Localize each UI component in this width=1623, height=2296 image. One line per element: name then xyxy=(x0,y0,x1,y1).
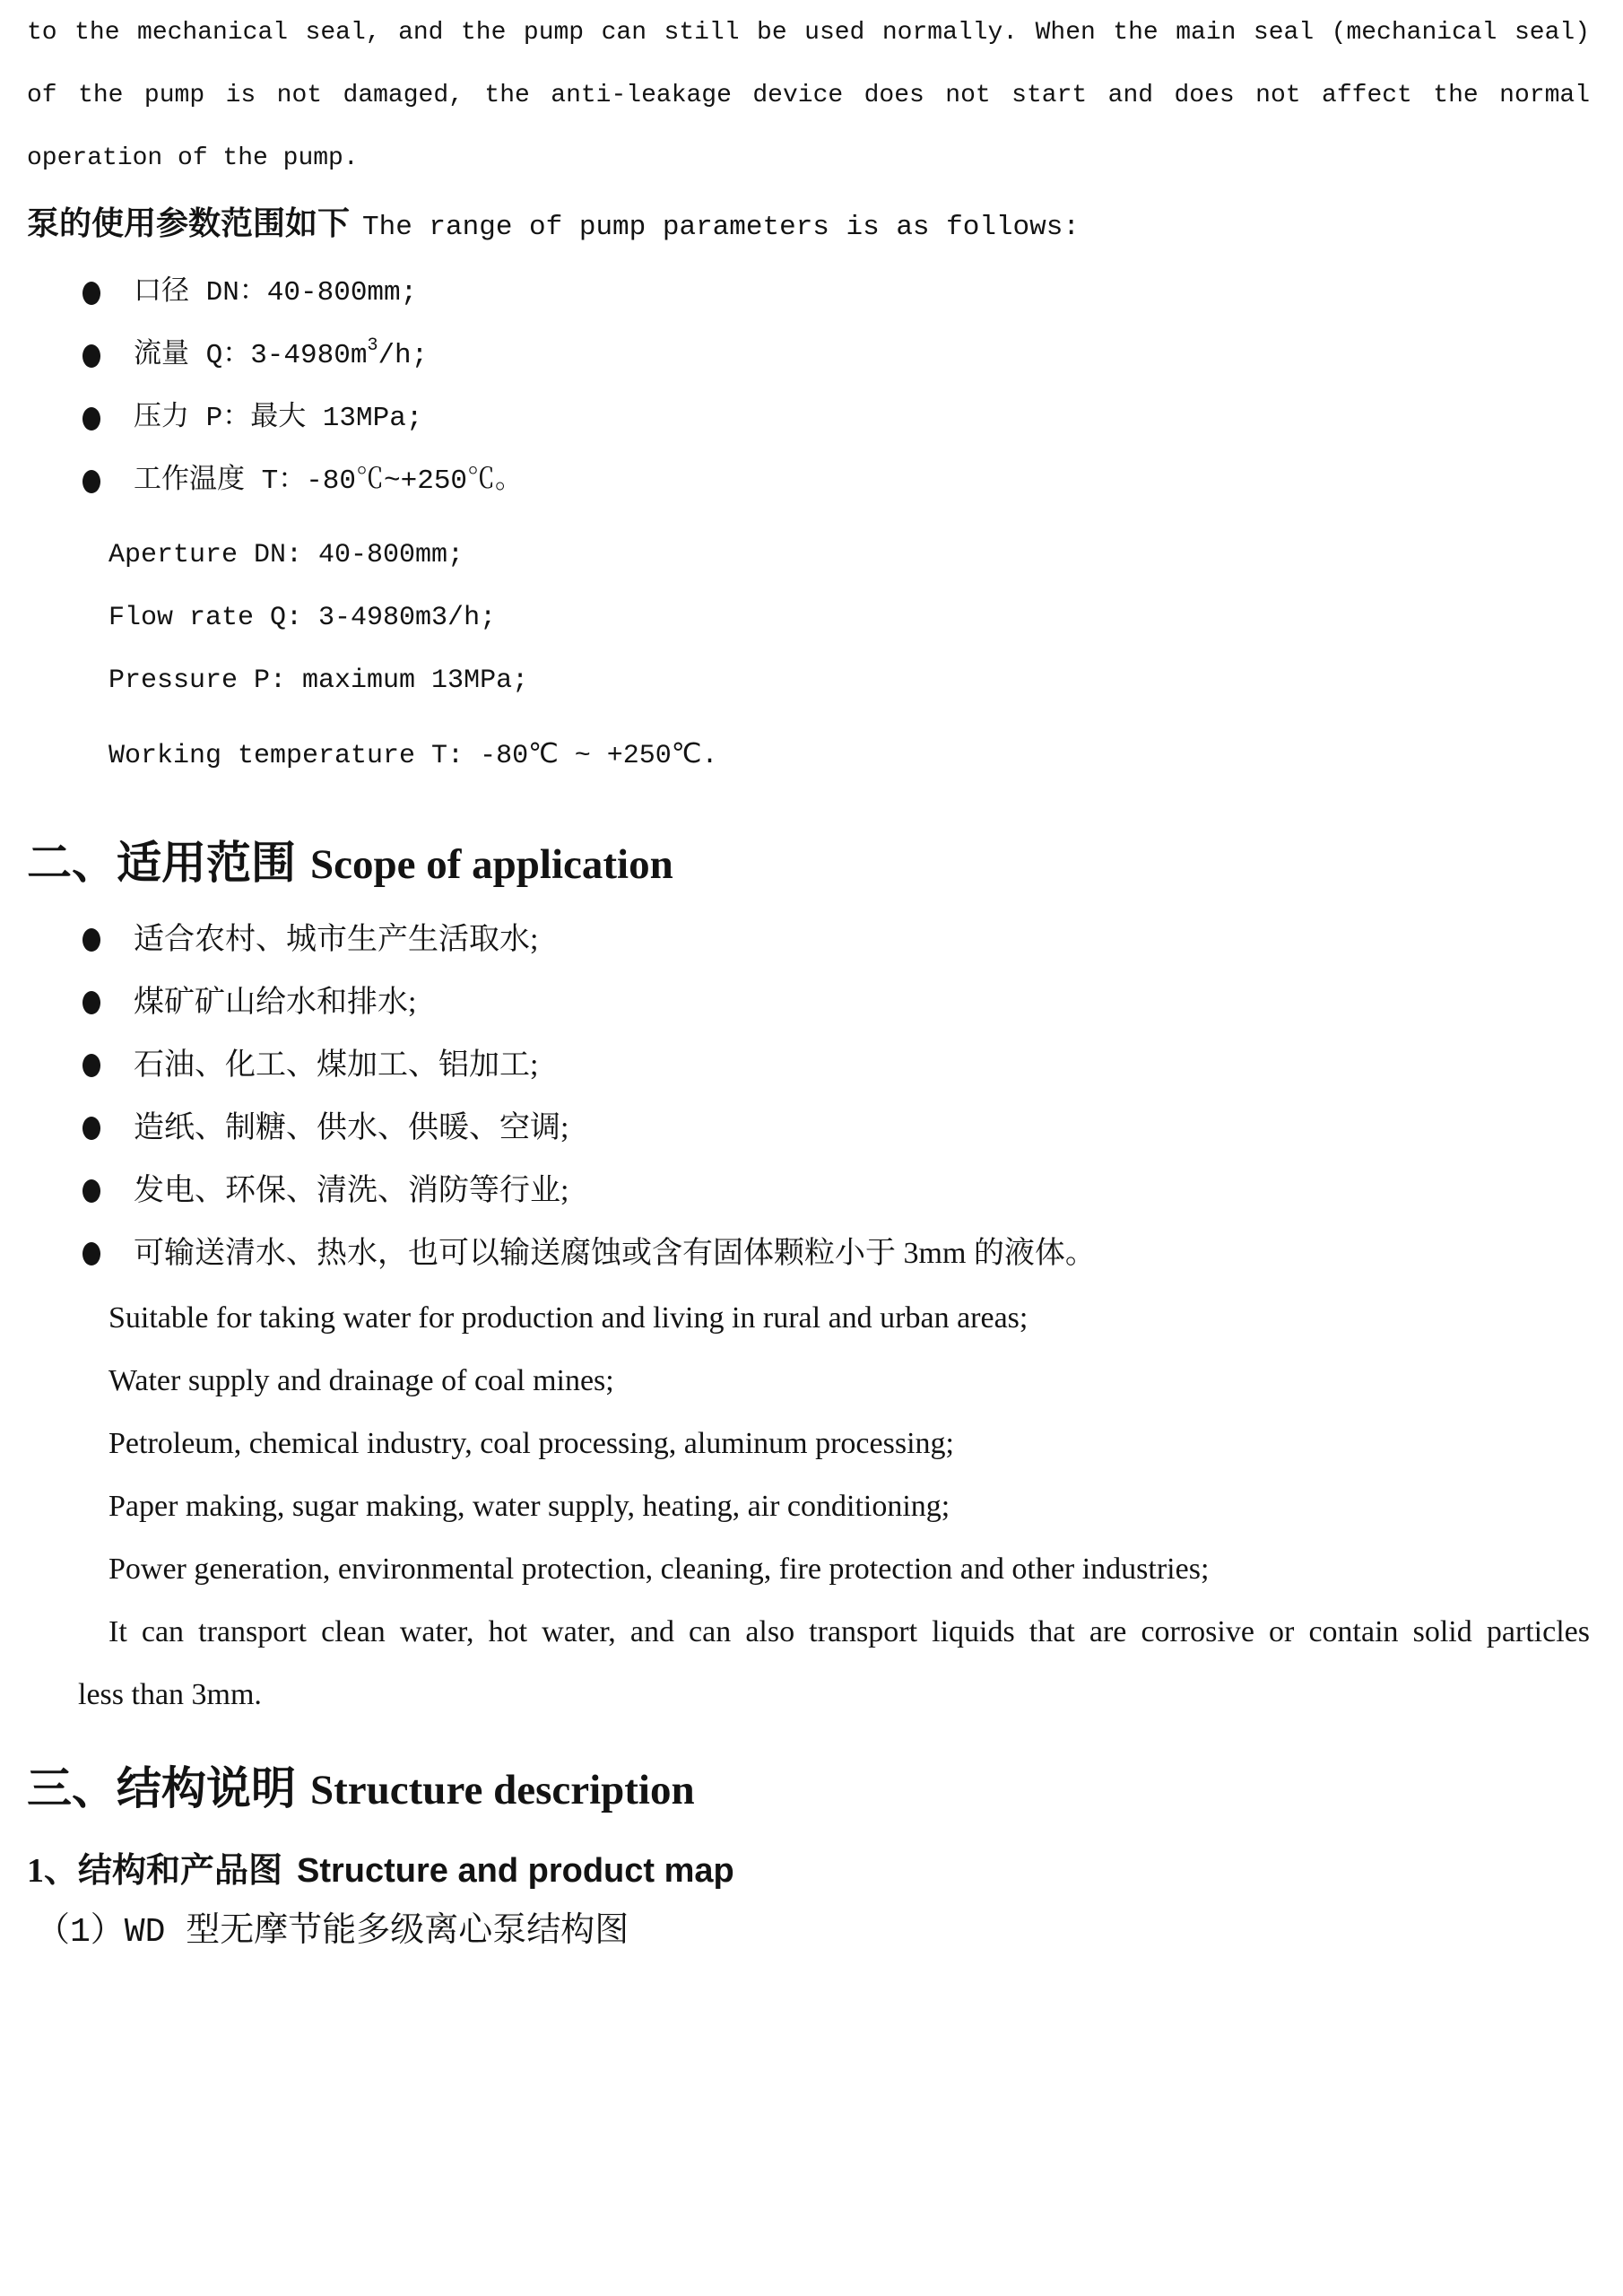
params-english-line: Aperture DN: 40-800mm; xyxy=(108,540,464,570)
intro-line: of the pump is not damaged, the anti-leakage device does not start and does not affect the normal xyxy=(27,82,1590,109)
scope-english-line: Suitable for taking water for production and living in rural and urban areas; xyxy=(108,1301,1028,1335)
structure-figure-caption: （1）WD 型无摩节能多级离心泵结构图 xyxy=(36,1913,629,1952)
bullet-dot-icon xyxy=(82,282,100,305)
bullet-text xyxy=(134,325,428,387)
bullet-dot-icon xyxy=(82,407,100,430)
structure-heading-en: Structure description xyxy=(310,1767,695,1813)
bullet-item xyxy=(27,387,1590,450)
scope-section-heading xyxy=(27,829,1590,909)
scope-english-line: less than 3mm. xyxy=(78,1678,262,1711)
params-english-line: Flow rate Q: 3-4980m3/h; xyxy=(108,603,497,633)
bullet-text-main: 流量 Q：3-4980m xyxy=(134,340,368,371)
bullet-item xyxy=(27,262,1590,325)
bullet-dot-icon xyxy=(82,470,100,493)
structure-heading-zh: 三、结构说明 xyxy=(27,1763,296,1813)
bullet-item xyxy=(27,1034,1590,1097)
bullet-text: 发电、环保、清洗、消防等行业; xyxy=(134,1174,569,1207)
bullet-item xyxy=(27,1160,1590,1222)
bullet-text xyxy=(134,262,417,325)
scope-english-line: Paper making, sugar making, water supply, heating, air conditioning; xyxy=(108,1490,950,1523)
params-lead-line xyxy=(27,192,1590,262)
bullet-dot-icon xyxy=(82,1179,100,1203)
bullet-dot-icon xyxy=(82,1242,100,1265)
bullet-item xyxy=(27,971,1590,1034)
intro-line: operation of the pump. xyxy=(27,144,359,172)
scope-english-line: Water supply and drainage of coal mines; xyxy=(108,1364,614,1397)
bullet-text xyxy=(134,387,422,450)
bullet-text-main: 工作温度 T：-80℃~+250℃。 xyxy=(134,465,524,497)
bullet-text: 可输送清水、热水，也可以输送腐蚀或含有固体颗粒小于 3mm 的液体。 xyxy=(134,1237,1096,1270)
scope-english-block xyxy=(27,1287,1590,1726)
bullet-item xyxy=(27,1097,1590,1160)
bullet-text-main: 口径 DN：40-800mm; xyxy=(134,277,418,309)
structure-subheading xyxy=(27,1847,1590,1902)
bullet-text-main: 压力 P：最大 13MPa; xyxy=(134,403,423,434)
scope-english-line: Power generation, environmental protection, cleaning, fire protection and other industries; xyxy=(108,1552,1210,1586)
bullet-item xyxy=(27,1222,1590,1285)
scope-english-line: It can transport clean water, hot water, and can also transport liquids that are corrosive or contain solid particles xyxy=(108,1615,1590,1648)
bullet-text: 石油、化工、煤加工、铝加工; xyxy=(134,1048,539,1082)
bullet-dot-icon xyxy=(82,1054,100,1077)
scope-english-line: Petroleum, chemical industry, coal processing, aluminum processing; xyxy=(108,1427,954,1460)
bullet-dot-icon xyxy=(82,991,100,1014)
structure-section-heading xyxy=(27,1754,1590,1834)
scope-heading-en: Scope of application xyxy=(310,841,673,888)
bullet-dot-icon xyxy=(82,344,100,368)
bullet-text xyxy=(134,450,523,513)
params-lead-zh: 泵的使用参数范围如下 xyxy=(27,205,351,241)
bullet-text-tail: /h; xyxy=(378,340,429,371)
intro-line: to the mechanical seal, and the pump can still be used normally. When the main seal (mechanical seal) xyxy=(27,19,1590,47)
bullet-text: 造纸、制糖、供水、供暖、空调; xyxy=(134,1111,569,1144)
bullet-item xyxy=(27,325,1590,387)
params-english-line: Pressure P: maximum 13MPa; xyxy=(108,665,529,696)
structure-subheading-zh: 1、结构和产品图 xyxy=(27,1852,283,1890)
bullet-dot-icon xyxy=(82,1117,100,1140)
bullet-item xyxy=(27,909,1590,971)
scope-heading-zh: 二、适用范围 xyxy=(27,838,296,888)
bullet-dot-icon xyxy=(82,928,100,952)
intro-paragraph xyxy=(27,2,1590,190)
params-english-line: Working temperature T: -80℃ ~ +250℃. xyxy=(108,741,718,771)
superscript: 3 xyxy=(367,335,378,356)
bullet-text: 适合农村、城市生产生活取水; xyxy=(134,923,539,956)
params-lead-en: The range of pump parameters is as follows: xyxy=(362,212,1080,243)
bullet-item xyxy=(27,450,1590,513)
bullet-text: 煤矿矿山给水和排水; xyxy=(134,986,417,1019)
params-english-block xyxy=(27,524,1590,787)
structure-subheading-en: Structure and product map xyxy=(297,1852,734,1890)
scope-bullet-list xyxy=(27,909,1590,1285)
params-bullet-list xyxy=(27,262,1590,513)
